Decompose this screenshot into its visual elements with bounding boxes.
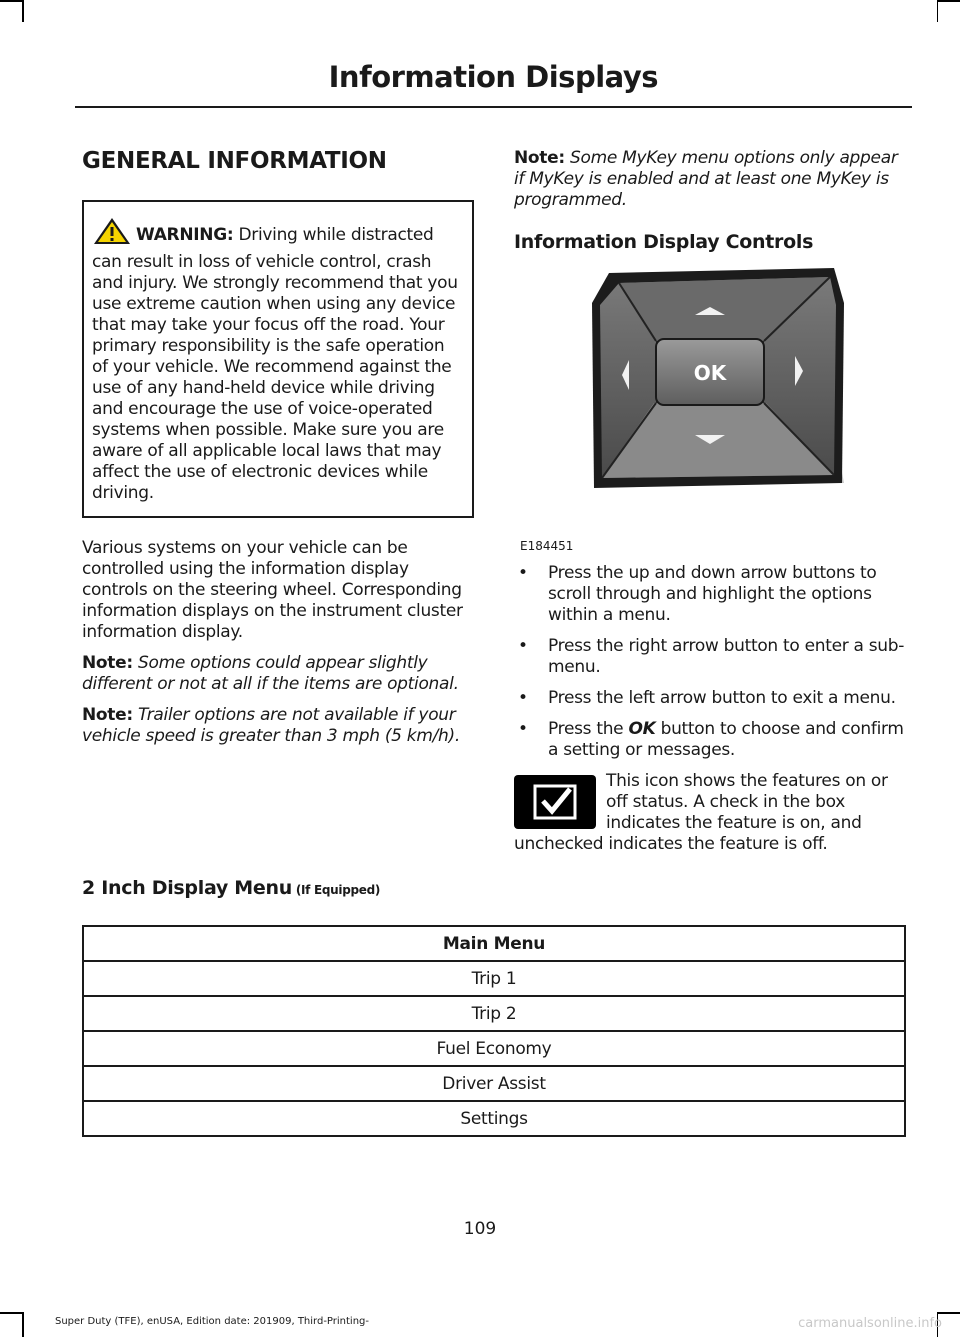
note-label: Note:	[82, 653, 133, 673]
note-mykey	[514, 148, 907, 211]
crop-mark	[0, 0, 22, 2]
page-title: Information Displays	[328, 60, 658, 94]
crop-mark	[938, 0, 960, 2]
note-text: Some MyKey menu options only appear if MyKey is enabled and at least one MyKey is programmed.	[514, 148, 898, 210]
ok-label: OK	[693, 361, 727, 385]
note-label: Note:	[82, 705, 133, 725]
five-way-control-illustration	[514, 263, 907, 533]
figure-id: E184451	[520, 539, 574, 553]
controls-title: Information Display Controls	[514, 231, 814, 253]
right-column	[514, 148, 907, 855]
warning-triangle-icon	[92, 216, 132, 252]
edition-footer: Super Duty (TFE), enUSA, Edition date: 201909, Third-Printing-	[55, 1316, 370, 1327]
warning-text: Driving while distracted can result in loss of vehicle control, crash and injury. We strongly recommend that you use extreme caution when using any device that may take your focus off the road. Your primary responsibility is the safe operation of your vehicle. We recommend against the use of any hand-held device while driving and encourage the use of voice-operated systems when possible. Make sure you are aware of all applicable local laws that may affect the use of electronic devices while driving.	[92, 225, 458, 503]
table-row: Trip 2	[83, 996, 905, 1031]
list-item: • Press the OK button to choose and confirm a setting or messages.	[518, 719, 904, 760]
table-header: Main Menu	[83, 926, 905, 961]
warning-label: WARNING:	[136, 225, 234, 245]
check-icon-description: This icon shows the features on or off status. A check in the box indicates the feature is on, and unchecked indicates the feature is off.	[514, 771, 888, 854]
note-trailer	[82, 705, 474, 747]
list-item: • Press the up and down arrow buttons to scroll through and highlight the options within a menu.	[518, 563, 877, 625]
table-row: Settings	[83, 1101, 905, 1136]
header-rule	[75, 106, 912, 108]
note-options	[82, 653, 474, 695]
crop-mark	[22, 1312, 24, 1337]
note-text: Trailer options are not available if your vehicle speed is greater than 3 mph (5 km/h).	[82, 705, 460, 746]
crop-mark	[0, 1312, 22, 1314]
menu-qualifier: (If Equipped)	[291, 883, 381, 897]
crop-mark	[22, 0, 24, 22]
list-item: • Press the right arrow button to enter a sub-menu.	[518, 636, 905, 677]
controls-list	[514, 563, 907, 761]
checkbox-checked-icon	[514, 775, 596, 829]
crop-mark	[938, 1312, 960, 1314]
check-icon-paragraph	[514, 771, 907, 855]
page-number: 109	[463, 1219, 497, 1239]
list-item: • Press the left arrow button to exit a menu.	[518, 688, 896, 708]
table-row: Fuel Economy	[83, 1031, 905, 1066]
table-row: Driver Assist	[83, 1066, 905, 1101]
note-text: Some options could appear slightly different or not at all if the items are optional.	[82, 653, 459, 694]
left-column	[82, 148, 474, 757]
warning-box	[82, 200, 474, 518]
intro-paragraph: Various systems on your vehicle can be controlled using the information display controls on the steering wheel. Corresponding information displays on the instrument cluster information display.	[82, 538, 463, 642]
table-row: Trip 1	[83, 961, 905, 996]
watermark: carmanualsonline.info	[798, 1316, 942, 1331]
warning-paragraph	[92, 216, 464, 504]
steering-control-figure	[514, 263, 907, 553]
section-title: GENERAL INFORMATION	[82, 148, 387, 174]
note-label: Note:	[514, 148, 565, 168]
crop-mark	[937, 0, 939, 22]
table-header-row	[83, 926, 905, 961]
menu-heading: 2 Inch Display Menu (If Equipped)	[82, 877, 381, 899]
main-menu-table	[82, 925, 906, 1137]
